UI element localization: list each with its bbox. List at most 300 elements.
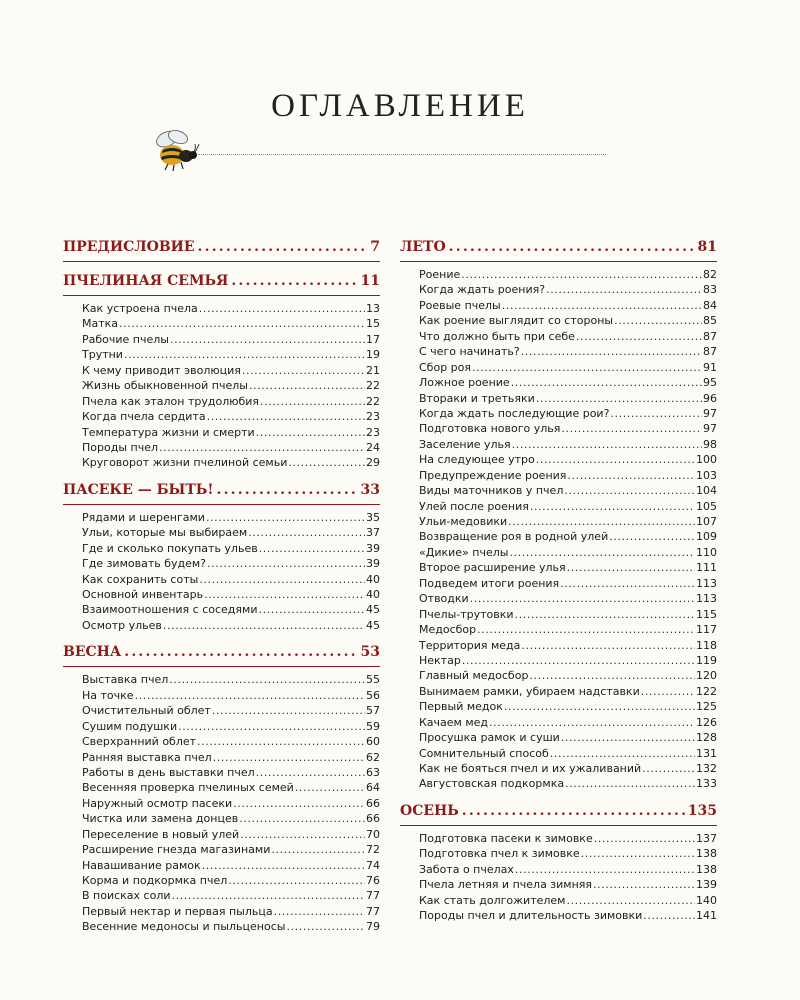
toc-entry[interactable]: [419, 483, 717, 498]
toc-entry[interactable]: [82, 425, 380, 440]
dot-leader: [124, 639, 357, 665]
toc-entry[interactable]: [82, 888, 380, 903]
entry-page-number: 21: [366, 363, 380, 377]
toc-entry[interactable]: [419, 653, 717, 668]
dot-leader: [550, 746, 695, 761]
toc-entry[interactable]: [82, 858, 380, 873]
entry-page-number: 82: [703, 268, 717, 281]
dot-leader: [207, 409, 365, 424]
dot-leader: [594, 831, 695, 846]
entry-page-number: 66: [366, 812, 380, 826]
toc-entry[interactable]: [419, 499, 717, 514]
dot-leader: [566, 893, 695, 908]
dot-leader: [511, 375, 702, 390]
entry-page-number: 45: [366, 618, 380, 632]
entry-page-number: 139: [696, 878, 717, 892]
dot-leader: [258, 602, 365, 617]
dot-leader: [509, 545, 695, 560]
entry-label: Когда пчела сердита: [82, 410, 206, 424]
entry-label: Где и сколько покупать ульев: [82, 541, 258, 555]
entry-page-number: 141: [696, 909, 717, 923]
toc-entry[interactable]: [82, 332, 380, 347]
toc-entry[interactable]: [82, 827, 380, 842]
entry-page-number: 95: [703, 376, 717, 390]
entry-label: Как устроена пчела: [82, 302, 198, 315]
entry-label: Забота о пчелах: [419, 862, 514, 876]
entry-label: Когда ждать последующие рои?: [419, 406, 610, 420]
entry-label: Возвращение роя в родной улей: [419, 530, 609, 544]
toc-left-column: [63, 234, 380, 941]
dot-leader: [197, 734, 365, 749]
entry-label: Работы в день выставки пчел: [82, 765, 255, 779]
dot-leader: [159, 440, 365, 455]
entry-page-number: 133: [696, 777, 717, 791]
toc-entry[interactable]: [82, 556, 380, 571]
entry-page-number: 126: [696, 715, 717, 729]
section-page-number: 11: [360, 273, 380, 289]
toc-section: [63, 234, 380, 262]
section-page-number: 7: [370, 239, 380, 255]
entry-page-number: 115: [696, 607, 717, 621]
entry-label: Виды маточников у пчел: [419, 484, 564, 498]
dot-leader: [242, 363, 365, 378]
toc-entry[interactable]: [82, 587, 380, 602]
entry-page-number: 98: [703, 437, 717, 451]
dot-leader: [581, 846, 695, 861]
entry-label: Сверхранний облет: [82, 735, 197, 749]
entry-list: [400, 267, 717, 792]
entry-page-number: 103: [696, 468, 717, 482]
entry-page-number: 84: [703, 298, 717, 312]
entry-label: Пчела летняя и пчела зимняя: [419, 878, 593, 892]
dot-leader: [536, 391, 702, 406]
entry-page-number: 60: [366, 735, 380, 749]
entry-page-number: 125: [696, 700, 717, 714]
toc-entry[interactable]: [419, 715, 717, 730]
dot-leader: [614, 313, 702, 328]
toc-entry[interactable]: [419, 877, 717, 892]
toc-entry[interactable]: [419, 313, 717, 328]
dot-leader: [217, 477, 358, 503]
entry-page-number: 79: [366, 920, 380, 934]
toc-entry[interactable]: [419, 529, 717, 544]
toc-entry[interactable]: [82, 347, 380, 362]
entry-label: Качаем мед: [419, 715, 489, 729]
dot-leader: [271, 842, 365, 857]
dot-leader: [515, 862, 695, 877]
entry-page-number: 85: [703, 314, 717, 328]
toc-entry[interactable]: [82, 688, 380, 703]
toc-entry[interactable]: [419, 862, 717, 877]
dot-leader: [643, 908, 695, 923]
dot-leader: [206, 510, 365, 525]
dot-leader: [199, 301, 365, 316]
dot-leader: [567, 560, 695, 575]
toc-entry[interactable]: [82, 572, 380, 587]
toc-entry[interactable]: [82, 363, 380, 378]
entry-label: Ложное роение: [419, 376, 510, 390]
entry-label: Осмотр ульев: [82, 618, 162, 632]
toc-entry[interactable]: [419, 730, 717, 745]
toc-entry[interactable]: [419, 638, 717, 653]
toc-entry[interactable]: [419, 668, 717, 683]
toc-entry[interactable]: [82, 541, 380, 556]
toc-entry[interactable]: [82, 618, 380, 633]
section-title: ПЧЕЛИНАЯ СЕМЬЯ: [63, 273, 229, 289]
entry-label: Когда ждать роения?: [419, 283, 546, 297]
toc-entry[interactable]: [419, 761, 717, 776]
toc-entry[interactable]: [419, 846, 717, 861]
toc-entry[interactable]: [82, 780, 380, 795]
entry-page-number: 110: [696, 545, 717, 559]
entry-page-number: 138: [696, 847, 717, 861]
entry-page-number: 76: [366, 874, 380, 887]
entry-label: С чего начинать?: [419, 345, 520, 359]
section-page-number: 53: [360, 644, 380, 661]
toc-entry[interactable]: [82, 602, 380, 617]
dot-leader: [489, 715, 695, 730]
entry-label: Подведем итоги роения: [419, 576, 560, 590]
toc-section: [63, 268, 380, 471]
section-heading[interactable]: [63, 234, 380, 260]
dot-leader: [202, 858, 365, 873]
entry-page-number: 72: [366, 843, 380, 857]
dot-leader: [256, 425, 365, 440]
entry-label: Сбор роя: [419, 360, 472, 374]
entry-page-number: 57: [366, 704, 380, 718]
dot-leader: [204, 587, 365, 602]
toc-entry[interactable]: [419, 360, 717, 375]
title-dotted-rule: [198, 154, 606, 155]
toc-entry[interactable]: [419, 514, 717, 529]
entry-label: Рядами и шеренгами: [82, 510, 205, 524]
entry-list: [63, 672, 380, 934]
entry-page-number: 91: [703, 360, 717, 374]
entry-label: Корма и подкормка пчел: [82, 874, 228, 887]
dot-leader: [564, 483, 695, 498]
toc-entry[interactable]: [419, 746, 717, 761]
dot-leader: [642, 761, 695, 776]
toc-entry[interactable]: [419, 607, 717, 622]
toc-entry[interactable]: [82, 842, 380, 857]
toc-entry[interactable]: [419, 329, 717, 344]
entry-label: Территория меда: [419, 638, 521, 652]
dot-leader: [512, 437, 702, 452]
section-title: ПРЕДИСЛОВИЕ: [63, 239, 195, 255]
dot-leader: [259, 541, 365, 556]
dot-leader: [565, 776, 695, 791]
toc-entry[interactable]: [419, 622, 717, 637]
entry-label: К чему приводит эволюция: [82, 363, 241, 377]
entry-list: [400, 831, 717, 924]
entry-page-number: 138: [696, 862, 717, 876]
dot-leader: [207, 556, 365, 571]
toc-entry[interactable]: [419, 406, 717, 421]
entry-page-number: 118: [696, 638, 717, 652]
toc-entry[interactable]: [419, 468, 717, 483]
toc-section: [400, 798, 717, 924]
entry-label: Первый нектар и первая пыльца: [82, 904, 273, 918]
dot-leader: [536, 452, 695, 467]
toc-right-column: [400, 234, 717, 930]
dot-leader: [502, 298, 702, 313]
entry-list: [63, 510, 380, 634]
entry-label: Основной инвентарь: [82, 588, 204, 601]
entry-label: Главный медосбор: [419, 669, 529, 683]
toc-section: [63, 477, 380, 634]
toc-entry[interactable]: [419, 437, 717, 452]
dot-leader: [461, 267, 702, 282]
toc-entry[interactable]: [419, 908, 717, 923]
entry-page-number: 120: [696, 669, 717, 683]
entry-label: Как роение выглядит со стороны: [419, 314, 614, 328]
toc-entry[interactable]: [419, 591, 717, 606]
toc-entry[interactable]: [82, 316, 380, 331]
toc-entry[interactable]: [419, 391, 717, 406]
section-heading[interactable]: [400, 234, 717, 260]
toc-entry[interactable]: [419, 776, 717, 791]
bee-icon: [150, 128, 200, 172]
entry-label: Чистка или замена донцев: [82, 812, 239, 826]
entry-label: Сомнительный способ: [419, 746, 549, 760]
dot-leader: [233, 796, 365, 811]
dot-leader: [212, 703, 365, 718]
entry-label: Породы пчел и длительность зимовки: [419, 909, 643, 923]
section-page-number: 81: [697, 239, 717, 255]
entry-label: Предупреждение роения: [419, 468, 567, 482]
entry-label: Первый медок: [419, 700, 503, 714]
entry-page-number: 66: [366, 796, 380, 810]
entry-label: Улей после роения: [419, 499, 529, 513]
entry-page-number: 35: [366, 510, 380, 524]
entry-list: [63, 301, 380, 471]
entry-label: Очистительный облет: [82, 704, 211, 718]
entry-label: Пчелы-трутовки: [419, 607, 514, 621]
section-heading[interactable]: [63, 268, 380, 294]
toc-entry[interactable]: [82, 394, 380, 409]
dot-leader: [508, 514, 695, 529]
entry-page-number: 132: [696, 762, 717, 775]
dot-leader: [178, 719, 365, 734]
toc-entry[interactable]: [82, 510, 380, 525]
entry-page-number: 55: [366, 673, 380, 687]
entry-page-number: 113: [696, 592, 717, 606]
entry-page-number: 128: [696, 731, 717, 745]
dot-leader: [231, 268, 357, 294]
section-divider: [400, 825, 717, 826]
section-page-number: 33: [360, 481, 380, 498]
entry-page-number: 17: [366, 332, 380, 346]
entry-label: Трутни: [82, 348, 123, 362]
entry-label: Весенняя проверка пчелиных семей: [82, 781, 294, 795]
dot-leader: [248, 525, 365, 540]
toc-entry[interactable]: [82, 873, 380, 888]
dot-leader: [163, 618, 365, 633]
entry-label: Выставка пчел: [82, 673, 169, 687]
toc-entry[interactable]: [419, 452, 717, 467]
dot-leader: [119, 316, 365, 331]
entry-label: Наружный осмотр пасеки: [82, 796, 233, 810]
toc-entry[interactable]: [419, 576, 717, 591]
toc-entry[interactable]: [82, 765, 380, 780]
entry-page-number: 45: [366, 603, 380, 617]
entry-page-number: 39: [366, 557, 380, 571]
dot-leader: [199, 572, 365, 587]
entry-label: Нектар: [419, 653, 461, 667]
toc-entry[interactable]: [419, 893, 717, 908]
dot-leader: [472, 360, 702, 375]
entry-page-number: 23: [366, 410, 380, 424]
toc-entry[interactable]: [419, 344, 717, 359]
entry-page-number: 137: [696, 831, 717, 845]
toc-entry[interactable]: [82, 672, 380, 687]
toc-entry[interactable]: [82, 440, 380, 455]
dot-leader: [449, 234, 695, 260]
toc-entry[interactable]: [419, 699, 717, 714]
entry-label: Ульи, которые мы выбираем: [82, 526, 248, 540]
toc-entry[interactable]: [82, 904, 380, 919]
entry-page-number: 119: [696, 653, 717, 667]
entry-page-number: 77: [366, 904, 380, 918]
entry-page-number: 77: [366, 889, 380, 903]
section-title: ВЕСНА: [63, 644, 122, 661]
toc-entry[interactable]: [419, 560, 717, 575]
toc-entry[interactable]: [82, 378, 380, 393]
entry-label: Как сохранить соты: [82, 572, 199, 586]
dot-leader: [560, 576, 695, 591]
toc-entry[interactable]: [82, 525, 380, 540]
entry-label: Породы пчел: [82, 440, 158, 454]
toc-entry[interactable]: [82, 811, 380, 826]
dot-leader: [576, 329, 702, 344]
entry-label: Ульи-медовики: [419, 515, 508, 528]
entry-label: Навашивание рамок: [82, 858, 201, 872]
section-divider: [63, 295, 380, 296]
entry-page-number: 107: [696, 515, 717, 528]
entry-page-number: 83: [703, 283, 717, 297]
toc-entry[interactable]: [82, 796, 380, 811]
section-heading[interactable]: [63, 477, 380, 503]
section-heading[interactable]: [400, 798, 717, 824]
dot-leader: [530, 499, 695, 514]
entry-label: На следующее утро: [419, 453, 535, 467]
entry-label: Подготовка пасеки к зимовке: [419, 831, 593, 845]
toc-entry[interactable]: [82, 455, 380, 470]
dot-leader: [256, 765, 365, 780]
entry-label: Роевые пчелы: [419, 298, 501, 312]
toc-entry[interactable]: [419, 267, 717, 282]
dot-leader: [546, 282, 702, 297]
entry-label: Рабочие пчелы: [82, 332, 169, 346]
entry-page-number: 117: [696, 623, 717, 637]
entry-label: Подготовка нового улья: [419, 422, 561, 436]
toc-entry[interactable]: [419, 375, 717, 390]
entry-page-number: 105: [696, 499, 717, 513]
entry-label: Роение: [419, 268, 461, 281]
dot-leader: [529, 668, 695, 683]
toc-entry[interactable]: [419, 684, 717, 699]
section-title: ОСЕНЬ: [400, 802, 459, 819]
entry-label: Отводки: [419, 592, 469, 606]
section-title: ПАСЕКЕ — БЫТЬ!: [63, 481, 214, 498]
entry-page-number: 24: [366, 440, 380, 454]
section-heading[interactable]: [63, 639, 380, 665]
entry-page-number: 40: [366, 572, 380, 586]
dot-leader: [135, 688, 365, 703]
dot-leader: [477, 622, 695, 637]
entry-label: Втораки и третьяки: [419, 391, 535, 405]
toc-entry[interactable]: [82, 703, 380, 718]
toc-entry[interactable]: [419, 421, 717, 436]
entry-label: Переселение в новый улей: [82, 827, 240, 841]
entry-page-number: 29: [366, 456, 380, 470]
toc-entry[interactable]: [419, 831, 717, 846]
entry-label: Вынимаем рамки, убираем надставки: [419, 684, 640, 698]
entry-page-number: 100: [696, 453, 717, 467]
entry-page-number: 104: [696, 484, 717, 498]
toc-entry[interactable]: [82, 919, 380, 934]
entry-page-number: 109: [696, 530, 717, 544]
dot-leader: [610, 406, 702, 421]
dot-leader: [260, 394, 365, 409]
dot-leader: [172, 888, 365, 903]
section-divider: [400, 261, 717, 262]
entry-page-number: 56: [366, 688, 380, 702]
entry-page-number: 22: [366, 394, 380, 408]
toc-entry[interactable]: [419, 298, 717, 313]
toc-entry[interactable]: [419, 282, 717, 297]
dot-leader: [213, 750, 365, 765]
entry-page-number: 19: [366, 348, 380, 362]
toc-entry[interactable]: [82, 301, 380, 316]
toc-entry[interactable]: [82, 734, 380, 749]
dot-leader: [249, 378, 365, 393]
dot-leader: [124, 347, 365, 362]
entry-label: Где зимовать будем?: [82, 557, 207, 571]
entry-label: Матка: [82, 317, 119, 331]
toc-entry[interactable]: [419, 545, 717, 560]
entry-label: Взаимоотношения с соседями: [82, 603, 258, 617]
entry-label: На точке: [82, 688, 134, 702]
dot-leader: [240, 827, 365, 842]
entry-page-number: 63: [366, 765, 380, 779]
entry-label: Что должно быть при себе: [419, 329, 575, 343]
toc-entry[interactable]: [82, 750, 380, 765]
entry-label: Заселение улья: [419, 437, 511, 451]
entry-label: Температура жизни и смерти: [82, 425, 255, 439]
section-divider: [63, 261, 380, 262]
entry-page-number: 22: [366, 379, 380, 393]
entry-page-number: 140: [696, 893, 717, 907]
dot-leader: [521, 638, 695, 653]
entry-page-number: 40: [366, 588, 380, 601]
dot-leader: [462, 653, 695, 668]
toc-section: [63, 639, 380, 934]
dot-leader: [561, 421, 702, 436]
toc-entry[interactable]: [82, 719, 380, 734]
entry-label: Расширение гнезда магазинами: [82, 843, 271, 857]
entry-label: Жизнь обыкновенной пчелы: [82, 379, 248, 393]
entry-page-number: 59: [366, 719, 380, 733]
entry-label: В поисках соли: [82, 889, 171, 903]
entry-label: Августовская подкормка: [419, 777, 565, 791]
dot-leader: [504, 699, 695, 714]
entry-page-number: 37: [366, 526, 380, 540]
entry-page-number: 15: [366, 317, 380, 331]
dot-leader: [239, 811, 365, 826]
toc-entry[interactable]: [82, 409, 380, 424]
entry-label: Второе расширение улья: [419, 561, 566, 575]
